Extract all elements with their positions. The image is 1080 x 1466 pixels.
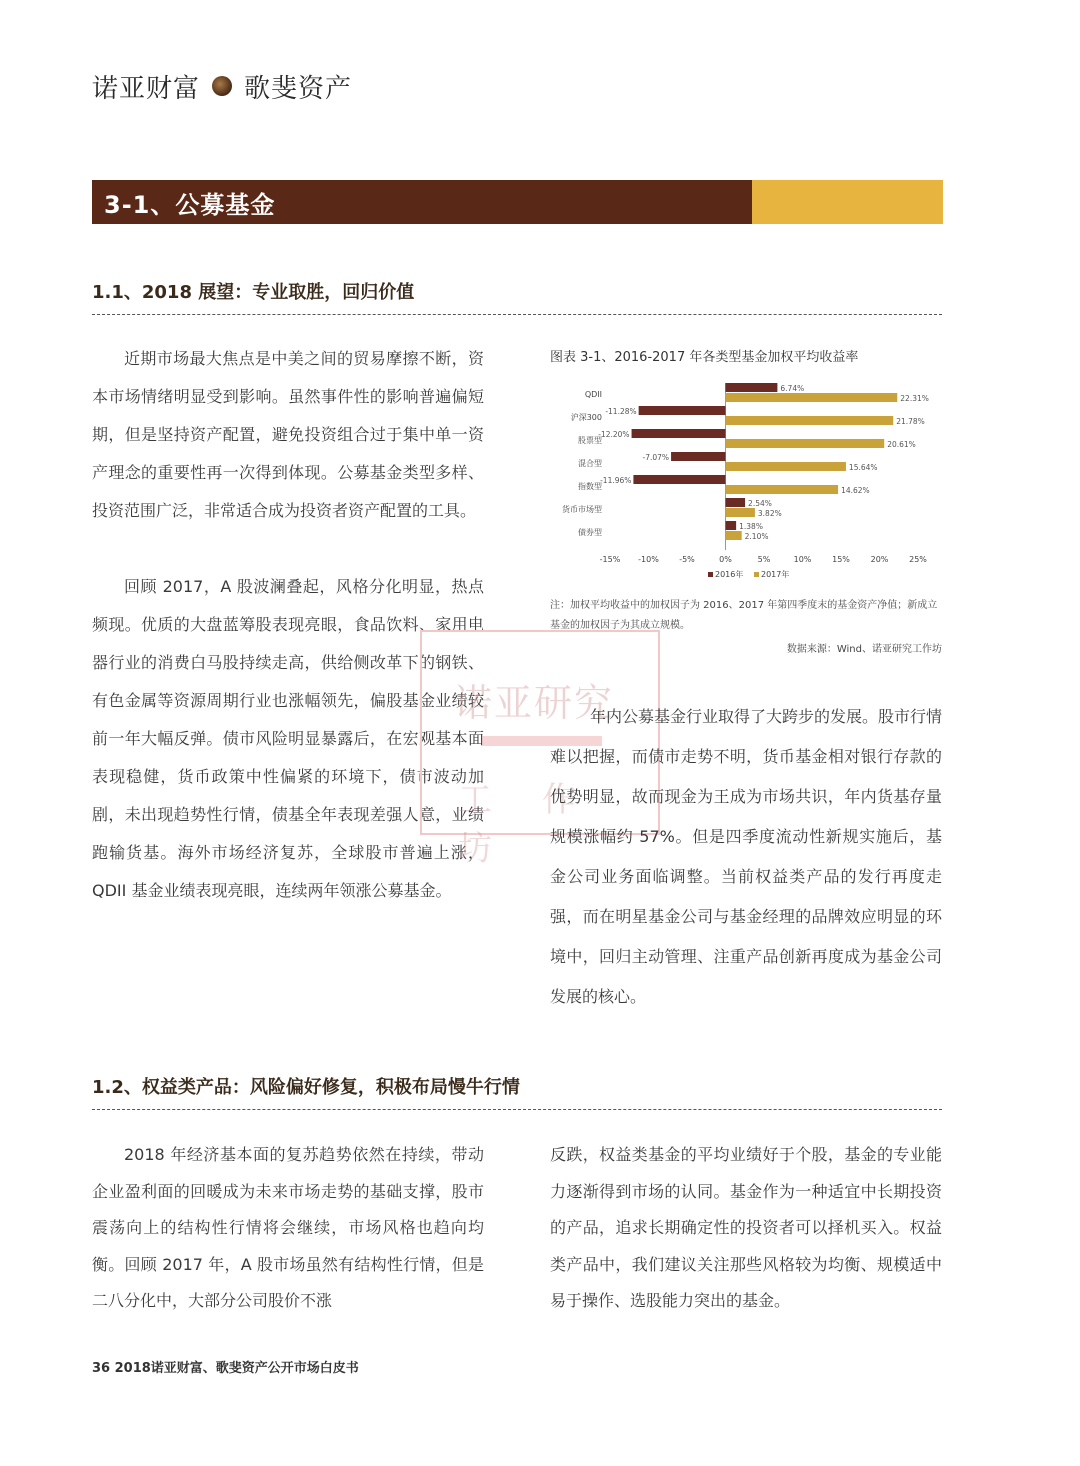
legend-label: 2017年: [761, 570, 790, 579]
brand-left: 诺亚财富: [92, 73, 201, 104]
legend-label: 2016年: [715, 570, 744, 579]
paragraph-3: 年内公募基金行业取得了大跨步的发展。股市行情难以把握，而债市走势不明，货币基金相对银行存款的优势明显，故而现金为王成为市场共识，年内货基存量规模涨幅约 57%。但是四季度流动性新规实施后，基金公司业务面临调整。当前权益类产品的发行再度走强，而在明星基金公司与基金经理的品牌效应明显的环境中，回归主动管理、注重产品创新再度成为基金公司发展的核心。: [550, 707, 943, 1006]
bar-2016: [639, 406, 726, 415]
chart-svg: [550, 375, 942, 590]
x-tick-label: 15%: [832, 555, 850, 564]
x-tick-label: 0%: [719, 555, 732, 564]
data-label: 20.61%: [887, 440, 916, 449]
footer-title: 2018诺亚财富、歌斐资产公开市场白皮书: [114, 1361, 359, 1376]
x-tick-label: 20%: [870, 555, 889, 564]
sub2-right-text: [550, 1137, 942, 1320]
paragraph-4: 2018 年经济基本面的复苏趋势依然在持续，带动企业盈利面的回暖成为未来市场走势的基础支撑，股市震荡向上的结构性行情将会继续，市场风格也趋向均衡。回顾 2017 年，A 股市场虽然有结构性行情，但是二八分化中，大部分公司股价不涨: [92, 1145, 484, 1310]
data-label: 15.64%: [848, 463, 878, 472]
paragraph-5: 反跌，权益类基金的平均业绩好于个股，基金的专业能力逐渐得到市场的认同。基金作为一种适宜中长期投资的产品，追求长期确定性的投资者可以择机买入。权益类产品中，我们建议关注那些风格较为均衡、规模适中易于操作、选股能力突出的基金。: [550, 1145, 942, 1310]
bar-2017: [726, 462, 846, 471]
paragraph-2: 回顾 2017，A 股波澜叠起，风格分化明显，热点频现。优质的大盘蓝筹股表现亮眼，食品饮料、家用电器行业的消费白马股持续走高，供给侧改革下的钢铁、有色金属等资源周期行业也涨幅领先，偏股基金业绩较前一年大幅反弹。债市风险明显暴露后，在宏观基本面表现稳健，货币政策中性偏紧的环境下，债市波动加剧，未出现趋势性行情，债基全年表现差强人意，业绩跑输货基。海外市场经济复苏，全球股市普遍上涨，QDII 基金业绩表现亮眼，连续两年领涨公募基金。: [92, 577, 484, 900]
fund-return-chart: [550, 375, 942, 590]
page-footer: [92, 1357, 359, 1376]
data-label: 14.62%: [841, 486, 870, 495]
brand-right: 歌斐资产: [244, 73, 353, 104]
section-title: 3-1、公募基金: [104, 190, 276, 219]
data-label: -12.20%: [598, 430, 630, 439]
bar-2016: [726, 383, 778, 392]
x-tick-label: 25%: [909, 555, 927, 564]
bar-2016: [726, 521, 737, 530]
legend-swatch: [708, 572, 713, 577]
right-column-text: [550, 697, 942, 1017]
bar-2016: [726, 498, 746, 507]
brand-header: [92, 66, 352, 106]
bar-2016: [633, 475, 725, 484]
watermark-text-1: 诺亚研究: [454, 681, 615, 725]
bar-2017: [726, 416, 894, 425]
bar-2016: [671, 452, 725, 461]
subhead-1-2: 1.2、权益类产品：风险偏好修复，积极布局慢牛行情: [92, 1073, 942, 1110]
category-label: 沪深300: [570, 413, 602, 422]
category-label: 股票型: [578, 436, 602, 445]
paragraph-1: 近期市场最大焦点是中美之间的贸易摩擦不断，资本市场情绪明显受到影响。虽然事件性的影响普遍偏短期，但是坚持资产配置，避免投资组合过于集中单一资产理念的重要性再一次得到体现。公募基金类型多样、投资范围广泛，非常适合成为投资者资产配置的工具。: [92, 349, 484, 520]
category-label: 债券型: [578, 528, 602, 537]
x-tick-label: -15%: [599, 555, 621, 564]
data-label: 1.38%: [739, 522, 763, 531]
bar-2016: [632, 429, 726, 438]
bar-2017: [726, 439, 885, 448]
data-label: 6.74%: [780, 384, 805, 393]
sub2-left-text: [92, 1137, 484, 1320]
category-label: 货币市场型: [562, 505, 602, 514]
data-label: 21.78%: [896, 417, 925, 426]
data-label: -7.07%: [642, 453, 670, 462]
x-tick-label: 10%: [793, 555, 812, 564]
chart-title: 图表 3-1、2016-2017 年各类型基金加权平均收益率: [550, 350, 859, 365]
section-accent: [752, 180, 943, 224]
section-title-bar: [92, 180, 943, 224]
x-tick-label: -5%: [679, 555, 695, 564]
data-label: 22.31%: [900, 394, 929, 403]
x-tick-label: -10%: [638, 555, 659, 564]
watermark-text-2: 工作坊: [458, 780, 626, 869]
data-label: 2.54%: [748, 499, 772, 508]
data-label: 2.10%: [744, 532, 769, 541]
brand-logo-icon: [212, 76, 232, 96]
data-label: 3.82%: [757, 509, 782, 518]
legend-swatch: [754, 572, 759, 577]
data-label: -11.28%: [605, 407, 637, 416]
bar-2017: [726, 485, 839, 494]
bar-2017: [726, 508, 755, 517]
bar-2017: [726, 531, 742, 540]
data-label: -11.96%: [600, 476, 632, 485]
subhead-1-1: 1.1、2018 展望：专业取胜，回归价值: [92, 278, 942, 315]
category-label: QDII: [584, 390, 602, 399]
x-tick-label: 5%: [757, 555, 771, 564]
chart-source: 数据来源：Wind、诺亚研究工作坊: [786, 644, 942, 655]
category-label: 指数型: [578, 482, 602, 491]
category-label: 混合型: [578, 459, 602, 468]
chart-note: 注：加权平均收益中的加权因子为 2016、2017 年第四季度末的基金资产净值；新成立基金的加权因子为其成立规模。: [550, 600, 938, 631]
bar-2017: [726, 393, 898, 402]
page-number: 36: [92, 1361, 111, 1376]
